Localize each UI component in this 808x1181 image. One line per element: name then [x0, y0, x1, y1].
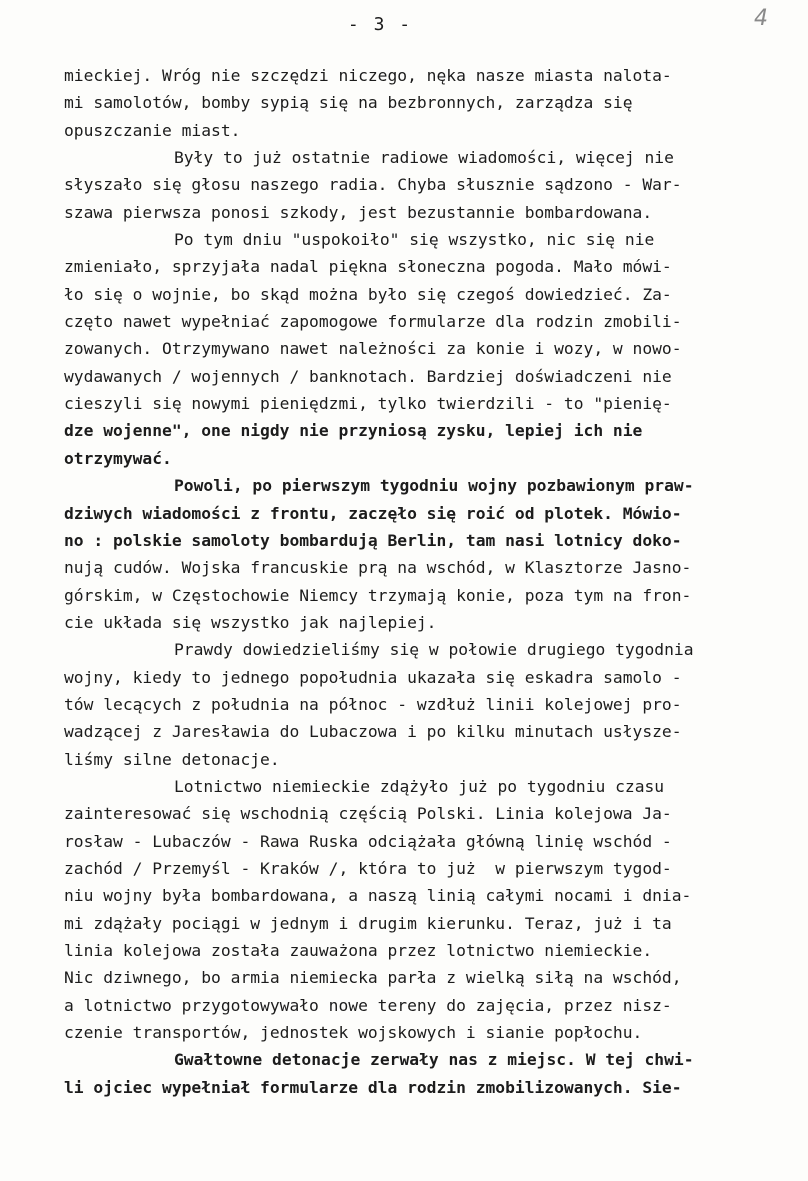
- text-line: cieszyli się nowymi pieniędzmi, tylko twierdzili - to "pienię-: [64, 394, 672, 414]
- text-line: a lotnictwo przygotowywało nowe tereny do zajęcia, przez nisz-: [64, 995, 672, 1015]
- handwritten-page-mark: 4: [754, 6, 768, 31]
- text-line: mi samolotów, bomby sypią się na bezbronnych, zarządza się: [64, 93, 633, 113]
- text-line: Były to już ostatnie radiowe wiadomości, więcej nie: [174, 148, 674, 168]
- body-text: [64, 62, 764, 1101]
- text-line: mieckiej. Wróg nie szczędzi niczego, nęka nasze miasta nalota-: [64, 66, 672, 85]
- text-line: częto nawet wypełniać zapomogowe formularze dla rodzin zmobili-: [64, 312, 682, 332]
- text-line: zmieniało, sprzyjała nadal piękna słoneczna pogoda. Mało mówi-: [64, 257, 672, 277]
- text-line: Powoli, po pierwszym tygodniu wojny pozbawionym praw-: [174, 476, 694, 496]
- text-line: nują cudów. Wojska francuskie prą na wschód, w Klasztorze Jasno-: [64, 558, 692, 578]
- text-line: zainteresować się wschodnią częścią Polski. Linia kolejowa Ja-: [64, 804, 672, 824]
- text-line: rosław - Lubaczów - Rawa Ruska odciążała główną linię wschód -: [64, 831, 672, 851]
- text-line: dziwych wiadomości z frontu, zaczęło się roić od plotek. Mówio-: [64, 503, 682, 523]
- text-line: szawa pierwsza ponosi szkody, jest bezustannie bombardowana.: [64, 202, 653, 222]
- text-line: Lotnictwo niemieckie zdążyło już po tygodniu czasu: [174, 776, 665, 796]
- text-line: Gwałtowne detonacje zerwały nas z miejsc. W tej chwi-: [174, 1050, 694, 1070]
- text-line: zachód / Przemyśl - Kraków /, która to już w pierwszym tygod-: [64, 858, 672, 878]
- text-line: Prawdy dowiedzieliśmy się w połowie drugiego tygodnia: [174, 640, 694, 660]
- text-line: czenie transportów, jednostek wojskowych i sianie popłochu.: [64, 1023, 643, 1043]
- text-line: li ojciec wypełniał formularze dla rodzin zmobilizowanych. Sie-: [64, 1077, 682, 1097]
- text-line: wydawanych / wojennych / banknotach. Bardziej doświadczeni nie: [64, 366, 672, 386]
- text-line: zowanych. Otrzymywano nawet należności za konie i wozy, w nowo-: [64, 339, 682, 359]
- text-line: otrzymywać.: [64, 448, 172, 468]
- text-line: Nic dziwnego, bo armia niemiecka parła z wielką siłą na wschód,: [64, 968, 682, 988]
- text-line: cie układa się wszystko jak najlepiej.: [64, 612, 437, 632]
- text-line: górskim, w Częstochowie Niemcy trzymają konie, poza tym na fron-: [64, 585, 692, 605]
- text-line: opuszczanie miast.: [64, 120, 241, 140]
- text-line: wojny, kiedy to jednego popołudnia ukazała się eskadra samolo -: [64, 667, 682, 687]
- page-number: - 3 -: [347, 14, 413, 35]
- text-line: niu wojny była bombardowana, a naszą linią całymi nocami i dnia-: [64, 886, 692, 906]
- text-line: Po tym dniu "uspokoiło" się wszystko, nic się nie: [174, 230, 655, 250]
- text-line: no : polskie samoloty bombardują Berlin, tam nasi lotnicy doko-: [64, 530, 682, 550]
- text-line: mi zdążały pociągi w jednym i drugim kierunku. Teraz, już i ta: [64, 913, 672, 933]
- text-line: dze wojenne", one nigdy nie przyniosą zysku, lepiej ich nie: [64, 421, 643, 441]
- text-line: wadzącej z Jaresławia do Lubaczowa i po kilku minutach usłysze-: [64, 722, 682, 742]
- text-line: tów lecących z południa na północ - wzdłuż linii kolejowej pro-: [64, 694, 682, 714]
- text-line: ło się o wojnie, bo skąd można było się czegoś dowiedzieć. Za-: [64, 284, 672, 304]
- text-line: słyszało się głosu naszego radia. Chyba słusznie sądzono - War-: [64, 175, 682, 195]
- text-line: liśmy silne detonacje.: [64, 749, 280, 769]
- text-line: linia kolejowa została zauważona przez lotnictwo niemieckie.: [64, 941, 653, 960]
